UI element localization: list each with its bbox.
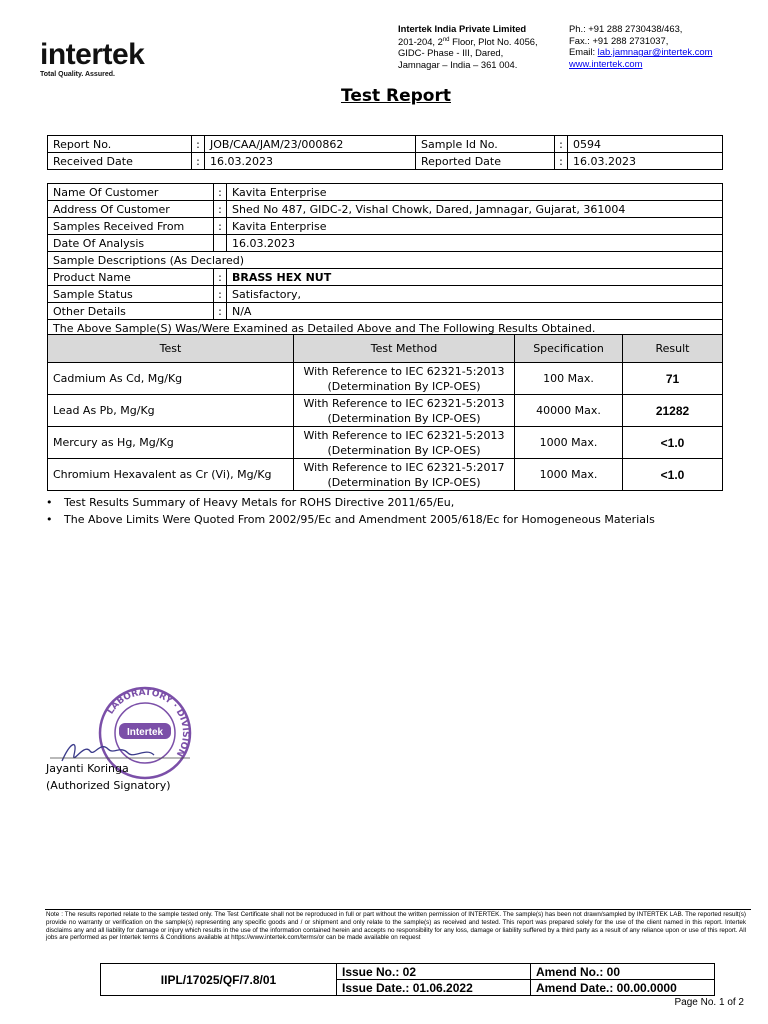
address-line-3: Jamnagar – India – 361 004. — [398, 58, 518, 70]
page-title: Test Report — [340, 86, 451, 106]
issue-date: Issue Date.: 01.06.2022 — [337, 980, 531, 996]
stamp-ring-path-text: LABORATORY · DIVISION — [105, 687, 191, 759]
test-method — [294, 427, 515, 459]
reported-date-label: Reported Date — [416, 153, 555, 170]
note-text: The Above Limits Were Quoted From 2002/95/Ec and Amendment 2005/618/Ec for Homogeneous Materials — [64, 513, 655, 526]
results-table — [47, 334, 723, 491]
list-item — [46, 494, 655, 511]
reported-date: 16.03.2023 — [568, 153, 723, 170]
report-info-table — [47, 135, 723, 170]
footer-note: Note : The results reported relate to the sample tested only. The Test Certificate shall not be reproduced in full or part without the written permission of INTERTEK. The sample(s) has been not drawn/sampled by INTERTEK LAB. The reported result(s) provide no warranty or verification on the sample(s) representing any specific goods and / or shipment and only relate to the sample(s) as received and tested. This report was prepared solely for the use of the client named in this report. Intertek disclaims any and all liability for damage or injury which results in the use of the information contained herein and accepts no responsibility for any loss, damage or liability suffered by a third party as a result of any reliance upon or use of this report. All jobs are performed as per Intertek terms & Conditions available at https://www.intertek.com/terms/or can be made available on request — [46, 911, 746, 942]
signatory-name: Jayanti Koringa — [46, 762, 129, 775]
bullet-icon: • — [46, 496, 53, 509]
email-line — [569, 46, 712, 58]
note-text: Test Results Summary of Heavy Metals for ROHS Directive 2011/65/Eu, — [64, 496, 455, 509]
document-control-table — [100, 963, 715, 996]
sample-descriptions-heading: Sample Descriptions (As Declared) — [48, 252, 723, 269]
table-row — [48, 395, 723, 427]
received-date-label: Received Date — [48, 153, 192, 170]
colon: : — [214, 218, 227, 235]
table-row — [48, 427, 723, 459]
colon: : — [214, 286, 227, 303]
signatory-role: (Authorized Signatory) — [46, 779, 171, 792]
result: 71 — [623, 363, 723, 395]
phone: Ph.: +91 288 2730438/463, — [569, 23, 683, 34]
sample-id: 0594 — [568, 136, 723, 153]
signatory — [46, 760, 171, 794]
address-sup: nd — [442, 36, 450, 43]
customer-label: Address Of Customer — [48, 201, 214, 218]
examination-statement: The Above Sample(S) Was/Were Examined as Detailed Above and The Following Results Obtained. — [48, 320, 723, 337]
col-header-result: Result — [623, 335, 723, 363]
email-label: Email: — [569, 46, 598, 58]
result: <1.0 — [623, 459, 723, 491]
test-name: Cadmium As Cd, Mg/Kg — [48, 363, 294, 395]
company-name: Intertek India Private Limited — [398, 23, 527, 34]
logo-tagline: Total Quality. Assured. — [40, 71, 115, 78]
address-line-2: GIDC- Phase - III, Dared, — [398, 47, 504, 59]
test-method — [294, 459, 515, 491]
fax: Fax.: +91 288 2731037, — [569, 34, 669, 46]
company-address — [398, 23, 538, 71]
colon: : — [555, 153, 568, 170]
page-number: Page No. 1 of 2 — [674, 997, 744, 1008]
colon: : — [214, 184, 227, 201]
test-name: Chromium Hexavalent as Cr (Vi), Mg/Kg — [48, 459, 294, 491]
doc-number: IIPL/17025/QF/7.8/01 — [101, 964, 337, 996]
notes-list — [46, 494, 655, 528]
footer-divider — [45, 909, 751, 910]
product-name: BRASS HEX NUT — [227, 269, 723, 286]
customer-value: Kavita Enterprise — [227, 184, 723, 201]
logo-wordmark: intertek — [40, 38, 145, 71]
result: <1.0 — [623, 427, 723, 459]
sample-id-label: Sample Id No. — [416, 136, 555, 153]
address-part: 201-204, 2 — [398, 35, 443, 47]
test-method — [294, 395, 515, 427]
method-line: With Reference to IEC 62321-5:2013 — [303, 428, 505, 442]
test-method — [294, 363, 515, 395]
table-row — [48, 363, 723, 395]
customer-value: 16.03.2023 — [227, 235, 723, 252]
specification: 1000 Max. — [515, 459, 623, 491]
bullet-icon: • — [46, 513, 53, 526]
customer-value: Kavita Enterprise — [227, 218, 723, 235]
method-line: With Reference to IEC 62321-5:2013 — [303, 364, 505, 378]
col-header-method: Test Method — [294, 335, 515, 363]
customer-value: Shed No 487, GIDC-2, Vishal Chowk, Dared, Jamnagar, Gujarat, 361004 — [227, 201, 723, 218]
report-no-label: Report No. — [48, 136, 192, 153]
colon: : — [555, 136, 568, 153]
email-link[interactable]: lab.jamnagar@intertek.com — [597, 46, 713, 58]
intertek-logo — [40, 40, 144, 78]
method-line: With Reference to IEC 62321-5:2013 — [303, 396, 505, 410]
amend-no: Amend No.: 00 — [531, 964, 715, 980]
list-item — [46, 511, 655, 528]
col-header-spec: Specification — [515, 335, 623, 363]
test-name: Lead As Pb, Mg/Kg — [48, 395, 294, 427]
address-part: Floor, Plot No. 4056, — [449, 35, 538, 47]
col-header-test: Test — [48, 335, 294, 363]
method-line: (Determination By ICP-OES) — [327, 379, 481, 393]
result: 21282 — [623, 395, 723, 427]
customer-label: Name Of Customer — [48, 184, 214, 201]
customer-label: Samples Received From — [48, 218, 214, 235]
status-value: Satisfactory, — [227, 286, 723, 303]
method-line: With Reference to IEC 62321-5:2017 — [303, 460, 505, 474]
specification: 40000 Max. — [515, 395, 623, 427]
product-label: Product Name — [48, 269, 214, 286]
report-no: JOB/CAA/JAM/23/000862 — [205, 136, 416, 153]
method-line: (Determination By ICP-OES) — [327, 443, 481, 457]
customer-label: Date Of Analysis — [48, 235, 214, 252]
status-label: Sample Status — [48, 286, 214, 303]
website-link[interactable]: www.intertek.com — [569, 57, 643, 69]
table-row — [48, 459, 723, 491]
company-contact — [569, 23, 712, 69]
colon: : — [214, 303, 227, 320]
other-value: N/A — [227, 303, 723, 320]
colon — [214, 235, 227, 252]
method-line: (Determination By ICP-OES) — [327, 411, 481, 425]
stamp-center-text: Intertek — [126, 727, 164, 738]
colon: : — [214, 201, 227, 218]
specification: 100 Max. — [515, 363, 623, 395]
other-label: Other Details — [48, 303, 214, 320]
method-line: (Determination By ICP-OES) — [327, 475, 481, 489]
amend-date: Amend Date.: 00.00.0000 — [531, 980, 715, 996]
colon: : — [214, 269, 227, 286]
specification: 1000 Max. — [515, 427, 623, 459]
address-line-1 — [398, 35, 538, 48]
colon: : — [192, 136, 205, 153]
colon: : — [192, 153, 205, 170]
received-date: 16.03.2023 — [205, 153, 416, 170]
customer-table — [47, 183, 723, 337]
issue-no: Issue No.: 02 — [337, 964, 531, 980]
test-name: Mercury as Hg, Mg/Kg — [48, 427, 294, 459]
